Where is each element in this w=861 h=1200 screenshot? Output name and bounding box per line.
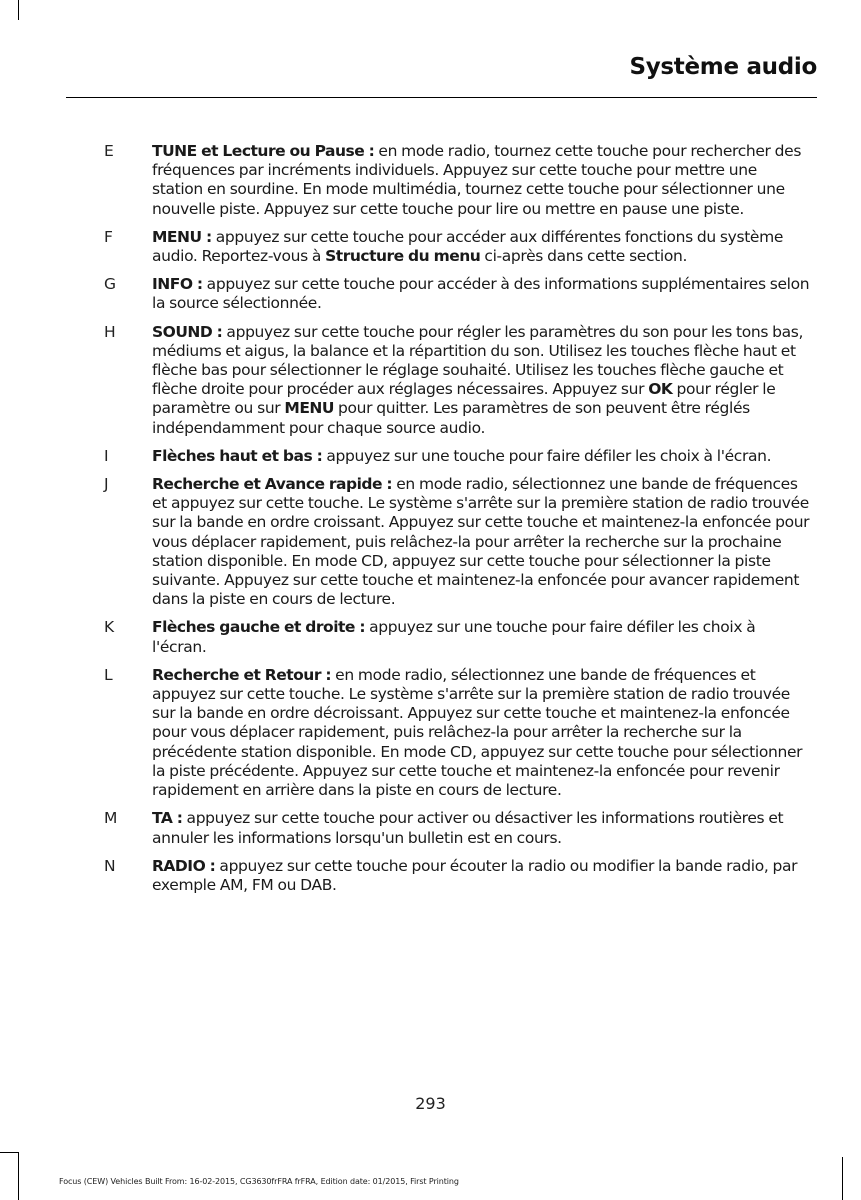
entry-key: M <box>104 809 118 828</box>
entry-term: Flèches haut et bas : <box>152 446 323 465</box>
entry-term: Flèches gauche et droite : <box>152 618 366 637</box>
entry-text-run: appuyez sur cette touche pour activer ou désactiver les informations routières et annuler les informations lorsqu'un bulletin est en cours. <box>152 809 784 847</box>
entry-text-run: en mode radio, sélectionnez une bande de fréquences et appuyez sur cette touche. Le système s'arrête sur la première station de radio trouvée sur la bande en ordre croissant. Appuyez sur cette touche et maintenez-la enfoncée pour vous déplacer rapidement, puis relâchez-la pour arrêter la recherche sur la prochaine station disponible. En mode CD, appuyez sur cette touche pour sélectionner la piste suivante. Appuyez sur cette touche et maintenez-la enfoncée pour avancer rapidement dans la piste en cours de lecture. <box>152 475 810 609</box>
entry-text-run: appuyez sur cette touche pour régler les paramètres du son pour les tons bas, médiums et aigus, la balance et la répartition du son. Utilisez les touches flèche haut et flèche bas pour sélectionner le réglage souhaité. Utilisez les touches flèche gauche et flèche droite pour procéder aux réglages nécessaires. Appuyez sur <box>152 322 804 399</box>
title-divider <box>66 97 817 98</box>
entry-description <box>152 323 810 438</box>
list-item <box>0 142 861 219</box>
entry-key: J <box>104 475 109 494</box>
list-item <box>0 618 861 656</box>
entry-description <box>152 142 810 219</box>
entry-text-run: appuyez sur cette touche pour écouter la radio ou modifier la bande radio, par exemple AM, FM ou DAB. <box>152 856 798 894</box>
entry-term: MENU <box>284 399 334 418</box>
page-number: 293 <box>415 1094 446 1113</box>
crop-mark-bottom-left-h <box>0 1152 18 1153</box>
entry-key: F <box>104 227 113 246</box>
entry-term: SOUND : <box>152 322 223 341</box>
list-item <box>0 447 861 466</box>
list-item <box>0 275 861 313</box>
entry-key: I <box>104 446 109 465</box>
crop-mark-bottom-right <box>842 1157 843 1200</box>
entry-text-run: appuyez sur cette touche pour accéder aux différentes fonctions du système audio. Reportez-vous à <box>152 227 784 266</box>
entry-key: N <box>104 856 116 875</box>
entry-term: RADIO : <box>152 856 216 875</box>
page-title: Système audio <box>629 54 817 80</box>
entry-key: H <box>104 322 116 341</box>
list-item <box>0 323 861 438</box>
entry-key: L <box>104 665 113 684</box>
entry-text-run: appuyez sur cette touche pour accéder à des informations supplémentaires selon la source sélectionnée. <box>152 275 810 313</box>
list-item <box>0 666 861 800</box>
entry-description <box>152 857 810 895</box>
entry-key: G <box>104 275 117 294</box>
entry-term: TUNE et Lecture ou Pause : <box>152 142 375 160</box>
entry-term: INFO : <box>152 275 203 294</box>
list-item <box>0 809 861 847</box>
entry-text-run: ci-après dans cette section. <box>480 247 688 266</box>
entry-term: Recherche et Avance rapide : <box>152 475 393 494</box>
entry-text-run: appuyez sur une touche pour faire défiler les choix à l'écran. <box>322 446 772 465</box>
entry-term: TA : <box>152 809 183 828</box>
entry-description <box>152 275 810 313</box>
entry-term: MENU : <box>152 227 212 246</box>
entry-text-run: pour régler le paramètre ou sur <box>152 380 776 418</box>
entry-text-run: en mode radio, sélectionnez une bande de fréquences et appuyez sur cette touche. Le système s'arrête sur la première station de radio trouvée sur la bande en ordre décroissant. Appuyez sur cette touche et maintenez-la enfoncée pour vous déplacer rapidement, puis relâchez-la pour arrêter la recherche sur la précédente station disponible. En mode CD, appuyez sur cette touche pour sélectionner la piste précédente. Appuyez sur cette touche et maintenez-la enfoncée pour revenir rapidement en arrière dans la piste en cours de lecture. <box>152 665 803 800</box>
entry-list <box>0 142 861 904</box>
entry-key: K <box>104 618 115 637</box>
entry-key: E <box>104 142 114 160</box>
entry-description <box>152 447 810 466</box>
entry-text-run: appuyez sur une touche pour faire défiler les choix à l'écran. <box>152 618 756 656</box>
entry-text-run: en mode radio, tournez cette touche pour rechercher des fréquences par incréments individuels. Appuyez sur cette touche pour mettre une station en sourdine. En mode multimédia, tournez cette touche pour sélectionner une nouvelle piste. Appuyez sur cette touche pour lire ou mettre en pause une piste. <box>152 142 802 218</box>
crop-mark-top-left <box>18 0 19 20</box>
entry-term: Structure du menu <box>325 247 481 266</box>
list-item <box>0 228 861 266</box>
list-item <box>0 857 861 895</box>
entry-description <box>152 666 810 800</box>
footer-edition-info: Focus (CEW) Vehicles Built From: 16-02-2015, CG3630frFRA frFRA, Edition date: 01/2015, First Printing <box>59 1177 459 1186</box>
entry-description <box>152 618 810 656</box>
entry-description <box>152 475 810 609</box>
entry-term: OK <box>648 380 673 399</box>
entry-text-run: pour quitter. Les paramètres de son peuvent être réglés indépendamment pour chaque source audio. <box>152 399 750 437</box>
entry-description <box>152 228 810 266</box>
entry-description <box>152 809 810 847</box>
list-item <box>0 475 861 609</box>
entry-term: Recherche et Retour : <box>152 665 332 684</box>
crop-mark-bottom-left <box>18 1152 19 1200</box>
